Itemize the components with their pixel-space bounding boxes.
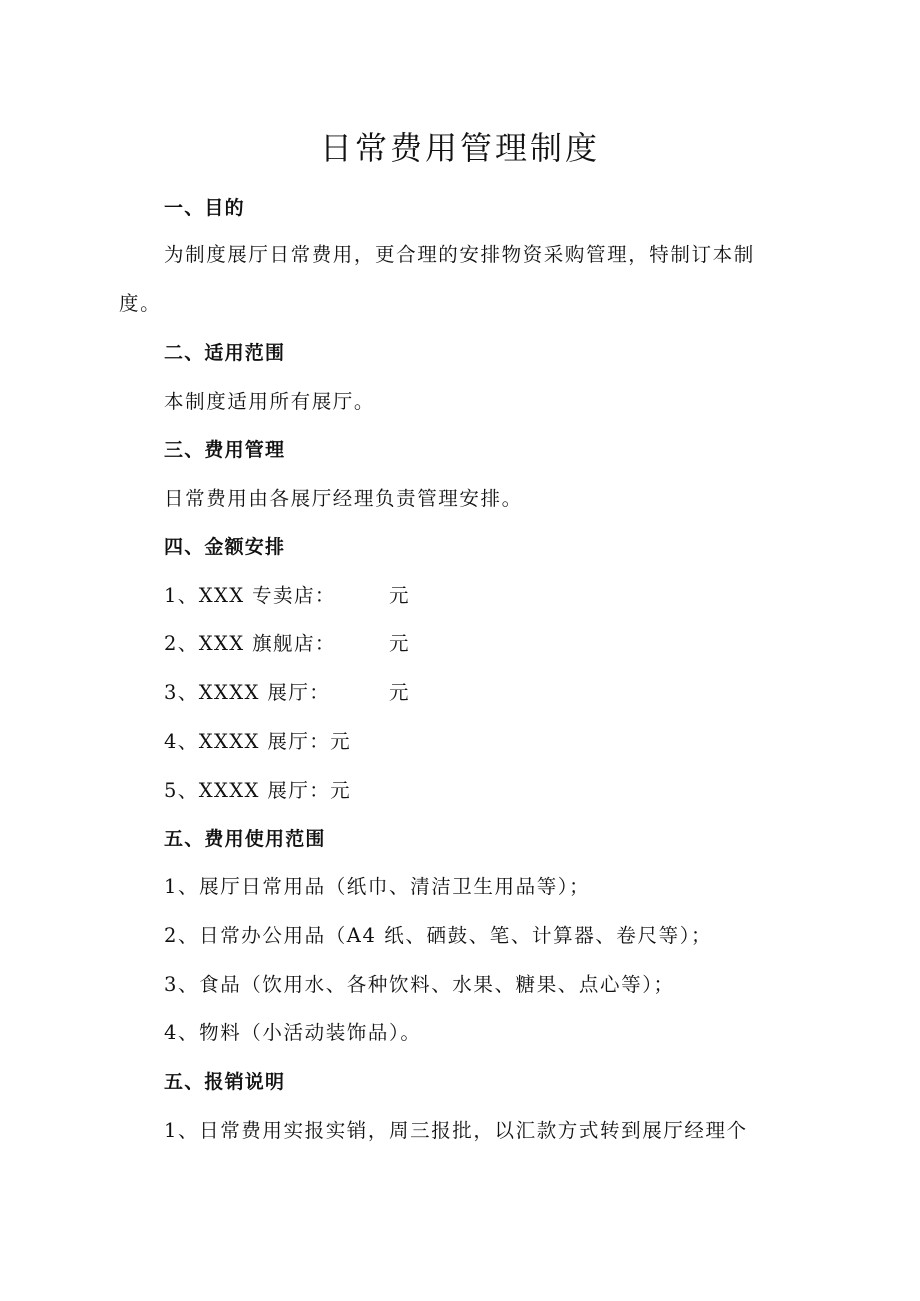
section-heading-management: 三、费用管理: [164, 439, 286, 461]
usage-item: 4、物料（小活动装饰品）。: [164, 1021, 422, 1044]
amount-unit: 元: [389, 632, 409, 655]
section-heading-scope: 二、适用范围: [164, 342, 286, 364]
management-paragraph: 日常费用由各展厅经理负责管理安排。: [164, 487, 523, 510]
amount-item: 5、XXXX 展厅：元: [164, 779, 352, 802]
amount-unit: 元: [389, 584, 409, 607]
amount-unit: 元: [389, 681, 409, 704]
section-heading-reimbursement: 五、报销说明: [164, 1071, 286, 1093]
section-heading-amounts: 四、金额安排: [164, 536, 286, 558]
purpose-paragraph-line-1: 为制度展厅日常费用，更合理的安排物资采购管理，特制订本制: [164, 243, 755, 266]
scope-paragraph: 本制度适用所有展厅。: [164, 390, 376, 413]
purpose-paragraph-line-2: 度。: [119, 292, 162, 315]
usage-item: 3、食品（饮用水、各种饮料、水果、糖果、点心等）；: [164, 973, 675, 996]
usage-item: 2、日常办公用品（A4 纸、硒鼓、笔、计算器、卷尺等）；: [164, 924, 713, 947]
amount-item: 3、XXXX 展厅：: [164, 681, 331, 704]
amount-item: 1、XXX 专卖店：: [164, 584, 336, 607]
document-title: 日常费用管理制度: [319, 129, 600, 167]
usage-item: 1、展厅日常用品（纸巾、清洁卫生用品等）；: [164, 875, 591, 898]
amount-item: 4、XXXX 展厅：元: [164, 730, 352, 753]
amount-item: 2、XXX 旗舰店：: [164, 632, 336, 655]
reimbursement-item: 1、日常费用实报实销，周三报批，以汇款方式转到展厅经理个: [164, 1119, 748, 1142]
section-heading-purpose: 一、目的: [164, 197, 245, 219]
section-heading-usage: 五、费用使用范围: [164, 828, 326, 850]
